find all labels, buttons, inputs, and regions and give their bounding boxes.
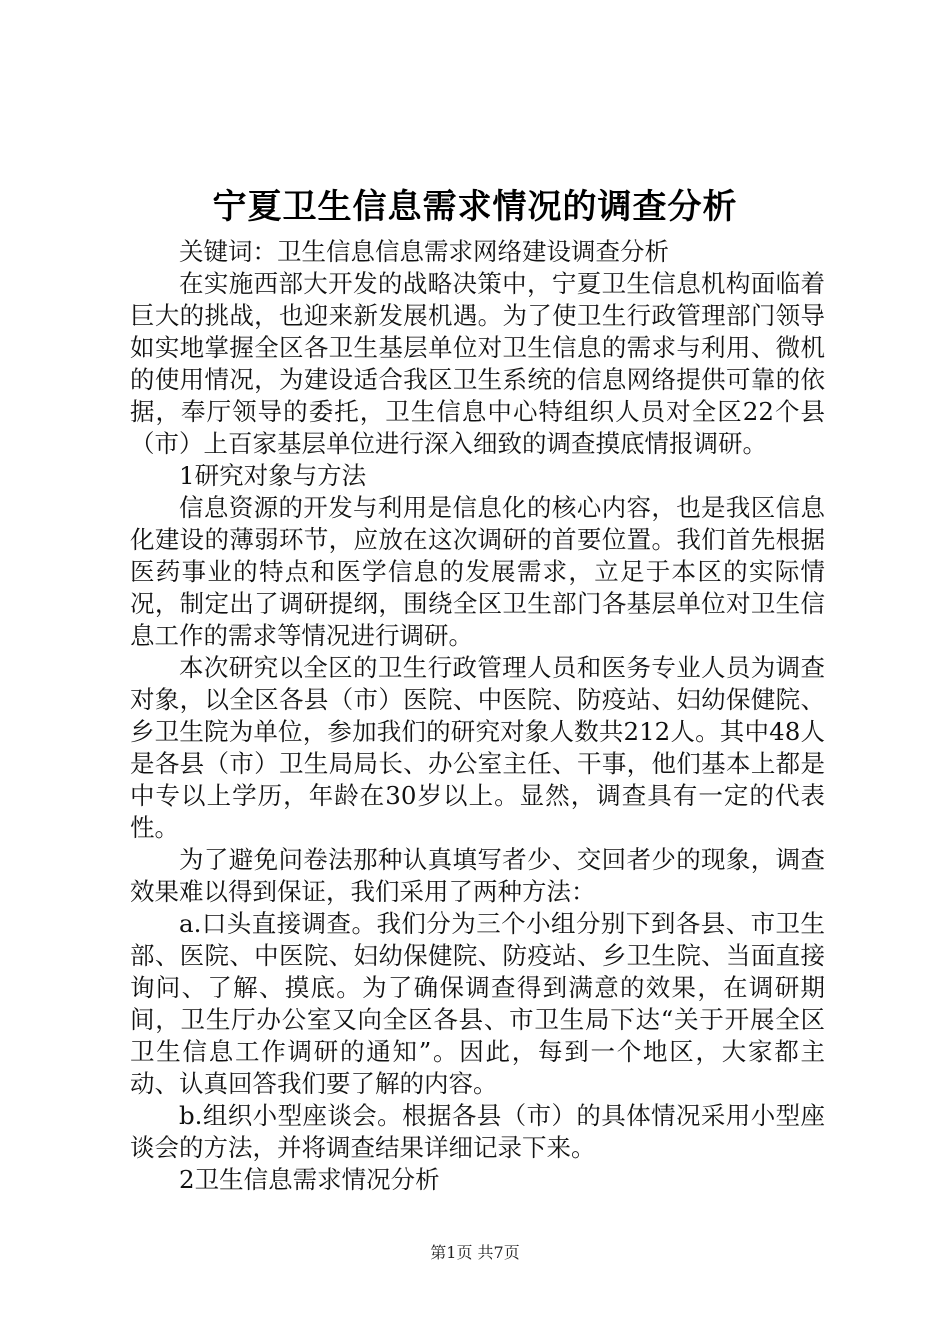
paragraph-study-subjects: 本次研究以全区的卫生行政管理人员和医务专业人员为调查对象，以全区各县（市）医院、中医院、防疫站、妇幼保健院、乡卫生院为单位，参加我们的研究对象人数共212人。其中48人是各县（市）卫生局局长、办公室主任、干事，他们基本上都是中专以上学历，年龄在30岁以上。显然，调查具有一定的代表性。 [130, 653, 825, 842]
paragraph-method-a: a.口头直接调查。我们分为三个小组分别下到各县、市卫生部、医院、中医院、妇幼保健院、防疫站、乡卫生院、当面直接询问、了解、摸底。为了确保调查得到满意的效果，在调研期间，卫生厅办公室又向全区各县、市卫生局下达“关于开展全区卫生信息工作调研的通知”。因此，每到一个地区，大家都主动、认真回答我们要了解的内容。 [130, 909, 825, 1098]
section-heading-2: 2卫生信息需求情况分析 [179, 1165, 440, 1194]
document-body [130, 236, 825, 1196]
keywords-line: 关键词：卫生信息信息需求网络建设调查分析 [179, 237, 669, 266]
page-footer: 第1页 共7页 [430, 1243, 520, 1262]
document-title: 宁夏卫生信息需求情况的调查分析 [212, 187, 738, 227]
paragraph-intro: 在实施西部大开发的战略决策中，宁夏卫生信息机构面临着巨大的挑战，也迎来新发展机遇。为了使卫生行政管理部门领导如实地掌握全区各卫生基层单位对卫生信息的需求与利用、微机的使用情况，为建设适合我区卫生系统的信息网络提供可靠的依据，奉厅领导的委托，卫生信息中心特组织人员对全区22个县（市）上百家基层单位进行深入细致的调查摸底情报调研。 [130, 269, 825, 458]
paragraph-methods-intro: 为了避免问卷法那种认真填写者少、交回者少的现象，调查效果难以得到保证，我们采用了两种方法： [130, 845, 825, 906]
section-heading-1: 1研究对象与方法 [179, 461, 367, 490]
paragraph-info-resources: 信息资源的开发与利用是信息化的核心内容，也是我区信息化建设的薄弱环节，应放在这次调研的首要位置。我们首先根据医药事业的特点和医学信息的发展需求，立足于本区的实际情况，制定出了调研提纲，围绕全区卫生部门各基层单位对卫生信息工作的需求等情况进行调研。 [130, 493, 825, 650]
paragraph-method-b: b.组织小型座谈会。根据各县（市）的具体情况采用小型座谈会的方法，并将调查结果详细记录下来。 [130, 1101, 825, 1162]
